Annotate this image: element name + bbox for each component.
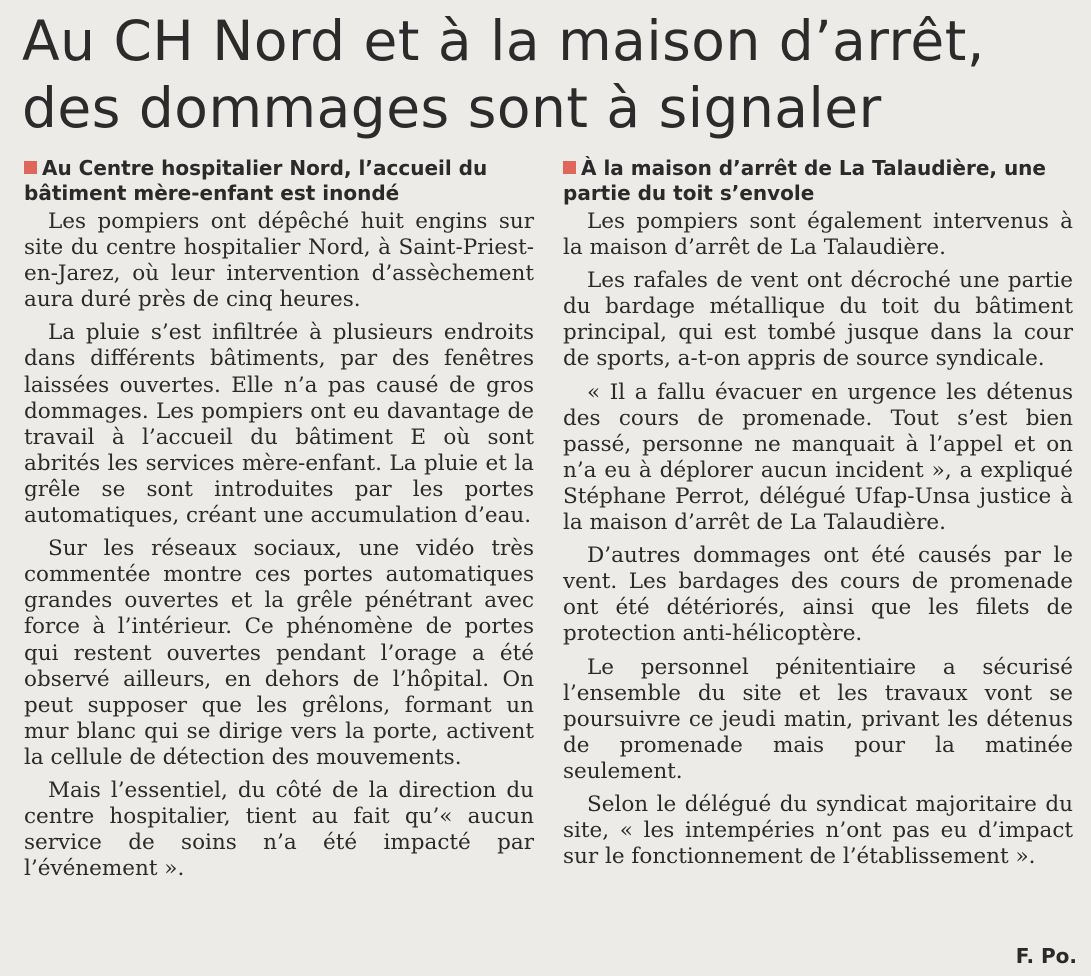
right-column [563,156,1073,877]
square-bullet-icon [563,161,576,174]
right-paragraph-4: D’autres dommages ont été causés par le vent. Les bardages des cours de promenade ont été détériorés, ainsi que les filets de protection anti-hélicoptère. [563,543,1073,647]
right-paragraph-3: « Il a fallu évacuer en urgence les détenus des cours de promenade. Tout s’est bien passé, personne ne manquait à l’appel et on n’a eu à déplorer aucun incident », a expliqué Stéphane Perrot, délégué Ufap-Unsa justice à la maison d’arrêt de La Talaudière. [563,379,1073,536]
left-paragraph-2: La pluie s’est infiltrée à plusieurs endroits dans différents bâtiments, par des fenêtres laissées ouvertes. Elle n’a pas causé de gros dommages. Les pompiers ont eu davantage de travail à l’accueil du bâtiment E où sont abrités les services mère-enfant. La pluie et la grêle se sont introduites par les portes automatiques, créant une accumulation d’eau. [24,320,534,529]
left-paragraph-4: Mais l’essentiel, du côté de la direction du centre hospitalier, tient au fait qu’« aucun service de soins n’a été impacté par l’événement ». [24,777,534,882]
left-subhead-text: Au Centre hospitalier Nord, l’accueil du bâtiment mère-enfant est inondé [24,156,488,205]
right-subhead [563,156,1073,206]
left-paragraph-1: Les pompiers ont dépêché huit engins sur site du centre hospitalier Nord, à Saint-Priest-en-Jarez, où leur intervention d’assèchement aura duré près de cinq heures. [24,209,534,313]
right-paragraph-1: Les pompiers sont également intervenus à la maison d’arrêt de La Talaudière. [563,209,1073,261]
right-paragraph-5: Le personnel pénitentiaire a sécurisé l’ensemble du site et les travaux vont se poursuivre ce jeudi matin, privant les détenus de promenade mais pour la matinée seulement. [563,654,1073,784]
author-signature: F. Po. [1015,944,1077,968]
right-paragraph-6: Selon le délégué du syndicat majoritaire du site, « les intempéries n’ont pas eu d’impact sur le fonctionnement de l’établissement ». [563,791,1073,870]
square-bullet-icon [24,161,37,174]
left-paragraph-3: Sur les réseaux sociaux, une vidéo très commentée montre ces portes automatiques grandes ouvertes et la grêle pénétrant avec force à l’intérieur. Ce phénomène de portes qui restent ouvertes pendant l’orage a été observé ailleurs, en dehors de l’hôpital. On peut supposer que les grêlons, formant un mur blanc qui se dirige vers la porte, activent la cellule de détection des mouvements. [24,536,534,770]
right-paragraph-2: Les rafales de vent ont décroché une partie du bardage métallique du toit du bâtiment principal, qui est tombé jusque dans la cour de sports, a-t-on appris de source syndicale. [563,268,1073,372]
article-headline: Au CH Nord et à la maison d’arrêt, des dommages sont à signaler [22,9,985,140]
left-column [24,156,534,889]
right-subhead-text: À la maison d’arrêt de La Talaudière, une partie du toit s’envole [563,156,1046,205]
left-subhead [24,156,534,206]
